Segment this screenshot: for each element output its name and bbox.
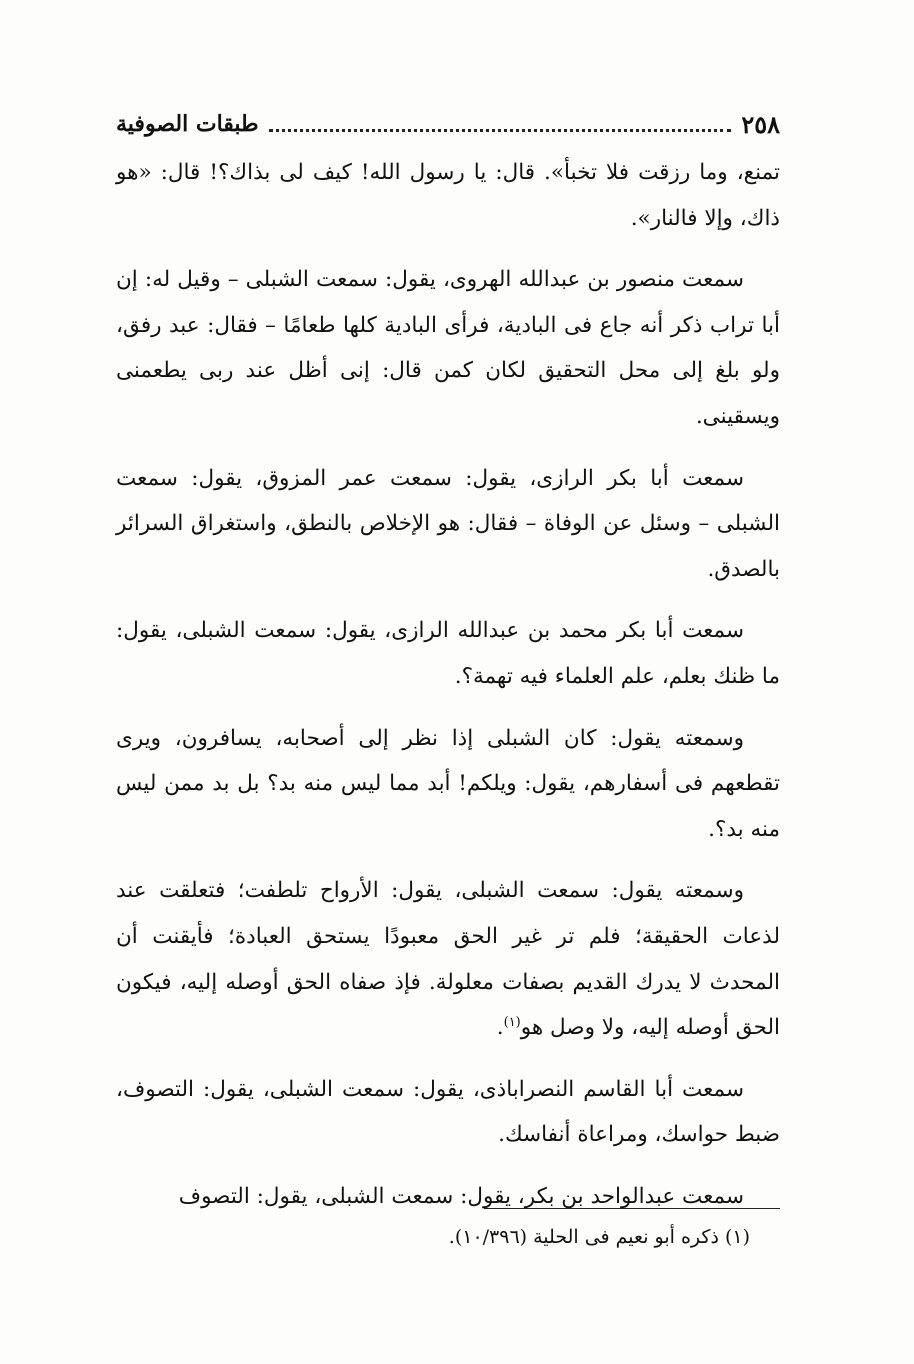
paragraph-2: سمعت منصور بن عبدالله الهروى، يقول: سمعت الشبلى – وقيل له: إن أبا تراب ذكر أنه جاع فى البادية، فرأى البادية كلها طعامًا – فقال: عبد رفق، ولو بلغ إلى محل التحقيق لكان كمن قال: إنى أظل عند ربى يطعمنى ويسقينى. [116,267,780,429]
paragraph-5: وسمعته يقول: كان الشبلى إذا نظر إلى أصحابه، يسافرون، ويرى تقطعهم فى أسفارهم، يقول: ويلكم! أبد مما ليس منه بد؟ بل بد ممن ليس منه بد؟. [116,725,780,842]
paragraph-3: سمعت أبا بكر الرازى، يقول: سمعت عمر المزوق، يقول: سمعت الشبلى – وسئل عن الوفاة – فقال: هو الإخلاص بالنطق، واستغراق السرائر بالصدق. [116,465,780,582]
paragraph-4: سمعت أبا بكر محمد بن عبدالله الرازى، يقول: سمعت الشبلى، يقول: ما ظنك بعلم، علم العلماء فيه تهمة؟. [116,618,780,689]
main-text [116,150,780,1235]
header-dot-leader [269,129,732,132]
footnote-marker: (١) [503,1014,521,1030]
page-number: ٢٥٨ [741,109,780,139]
running-header [116,104,780,144]
paragraph-1: تمنع، وما رزقت فلا تخبأ». قال: يا رسول الله! كيف لى بذاك؟! قال: «هو ذاك، وإلا فالنار». [116,160,780,231]
paragraph-6-text: وسمعته يقول: سمعت الشبلى، يقول: الأرواح تلطفت؛ فتعلقت عند لذعات الحقيقة؛ فلم تر غير الحق معبودًا يستحق العبادة؛ فأيقنت أن المحدث لا يدرك القديم بصفات معلولة. فإذ صفاه الحق أوصله إليه، فيكون الحق أوصله إليه، ولا وصل هو [116,878,780,1041]
footnote-separator [484,1208,780,1209]
paragraph-6 [116,868,780,1050]
footnote: (١) ذكره أبو نعيم فى الحلية (١٠/٣٩٦). [448,1226,750,1248]
paragraph-6-tail: . [496,1015,504,1041]
book-title: طبقات الصوفية [116,111,259,137]
paragraph-8: سمعت عبدالواحد بن بكر، يقول: سمعت الشبلى، يقول: التصوف [178,1183,744,1209]
paragraph-7: سمعت أبا القاسم النصراباذى، يقول: سمعت الشبلى، يقول: التصوف، ضبط حواسك، ومراعاة أنفاسك. [116,1076,780,1148]
